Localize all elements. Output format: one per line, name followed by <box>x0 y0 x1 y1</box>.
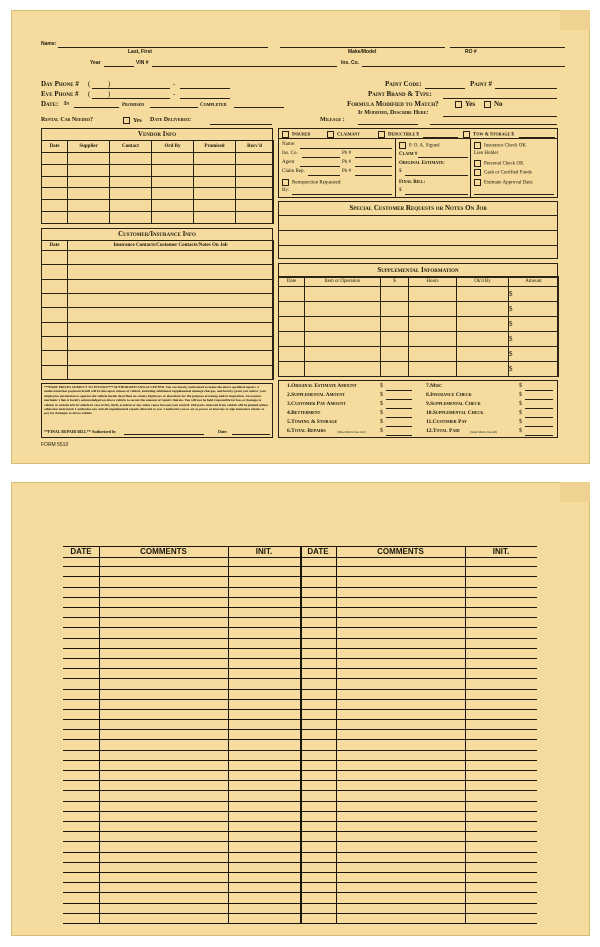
eve-phone-paren: ( ) <box>88 90 111 98</box>
totals-dollar-sign: $ <box>380 392 383 398</box>
date-delivered-label: Date Delivered: <box>150 117 191 123</box>
comments-row[interactable] <box>63 700 537 710</box>
supplemental-row[interactable]: $ <box>279 302 559 317</box>
totals-line-label: 8.Insurance Check <box>426 392 472 398</box>
if-modified-label: If Modified, Describe Here: <box>358 110 429 116</box>
claim-rep-ph-label: Ph # <box>342 169 352 174</box>
supp-col-item: Item or Operation <box>305 277 381 287</box>
totals-line-label: 5.Towing & Storage <box>287 419 338 425</box>
lien-holder-label: Lien Holder <box>474 151 499 156</box>
comments-row[interactable] <box>63 588 537 598</box>
date-delivered-field[interactable] <box>210 124 272 125</box>
comments-row[interactable] <box>63 741 537 751</box>
day-phone-paren: ( ) <box>88 80 111 88</box>
vendor-row[interactable] <box>42 212 274 224</box>
vendor-col-contact: Contact <box>110 141 152 153</box>
make-model-field[interactable] <box>280 47 445 48</box>
paint-code-field[interactable] <box>425 88 465 89</box>
supplemental-table <box>278 276 559 377</box>
paint-no-field[interactable] <box>495 88 557 89</box>
deductible-checkbox[interactable] <box>378 131 385 138</box>
customer-row[interactable] <box>42 336 274 350</box>
claim-agent-label: Agent <box>282 160 295 165</box>
year-label: Year <box>90 60 101 66</box>
folder-tab <box>560 10 590 30</box>
customer-row[interactable] <box>42 265 274 279</box>
comments-row[interactable] <box>63 822 537 832</box>
totals-amount-field[interactable] <box>386 435 412 436</box>
customer-row[interactable] <box>42 251 274 265</box>
comments-column-header: INIT. <box>492 547 510 556</box>
vendor-table <box>41 140 274 224</box>
customer-row[interactable] <box>42 308 274 322</box>
paint-no-label: Paint # <box>470 80 493 88</box>
paint-brand-label: Paint Brand & Type: <box>368 90 432 98</box>
estimate-approval-checkbox[interactable] <box>474 179 481 186</box>
if-modified-field[interactable] <box>443 116 557 117</box>
personal-check-ok-option[interactable]: Personal Check OK <box>474 160 524 167</box>
comments-row[interactable] <box>63 791 537 801</box>
comments-row[interactable] <box>63 608 537 618</box>
authorization-date-label: Date: <box>218 429 228 434</box>
reinspection-checkbox[interactable] <box>282 179 289 186</box>
claim-agent-ph-label: Ph # <box>342 160 352 165</box>
totals-line-note: (Must Match Line #6) <box>470 429 497 434</box>
promised-field[interactable] <box>150 107 198 108</box>
comments-row[interactable] <box>63 883 537 893</box>
claim-ins-co-label: Ins. Co. <box>282 151 298 156</box>
deductible-field[interactable] <box>423 137 458 138</box>
special-requests-box <box>278 201 558 259</box>
mileage-label: Mileage : <box>320 117 345 123</box>
supplemental-row[interactable]: $ <box>279 317 559 332</box>
claim-ins-co-field[interactable] <box>302 157 340 158</box>
totals-amount-field[interactable] <box>525 390 553 391</box>
comments-row[interactable] <box>63 873 537 883</box>
eve-phone-label: Eve Phone # <box>41 90 79 98</box>
comments-row[interactable] <box>63 690 537 700</box>
totals-line-label: 4.Betterment <box>287 410 321 416</box>
date-in-field[interactable] <box>74 107 119 108</box>
totals-dollar-sign: $ <box>380 410 383 416</box>
totals-line-note: (Must Match Line #12) <box>337 429 366 434</box>
comments-row[interactable] <box>63 649 537 659</box>
comments-row[interactable] <box>63 720 537 730</box>
comments-row[interactable] <box>63 730 537 740</box>
year-field[interactable] <box>104 66 134 67</box>
by-field[interactable] <box>292 194 392 195</box>
formula-no-checkbox[interactable] <box>484 101 491 108</box>
comments-row[interactable] <box>63 639 537 649</box>
claim-no-field[interactable] <box>418 157 468 158</box>
comments-row[interactable] <box>63 751 537 761</box>
rental-label: Rental Car Needed? <box>41 117 94 123</box>
comments-row[interactable] <box>63 863 537 873</box>
supplemental-row[interactable]: $ <box>279 362 559 377</box>
claim-name-field[interactable] <box>300 148 392 149</box>
paint-brand-field[interactable] <box>443 98 557 99</box>
paint-code-label: Paint Code: <box>385 80 422 88</box>
completed-label: Completed <box>200 103 227 108</box>
totals-dollar-sign: $ <box>519 419 522 425</box>
claim-rep-field[interactable] <box>308 175 340 176</box>
vendor-col-supplier: Supplier <box>68 141 110 153</box>
totals-amount-field[interactable] <box>525 399 553 400</box>
supplemental-row[interactable]: $ <box>279 347 559 362</box>
day-phone-label: Day Phone # <box>41 80 79 88</box>
vendor-row[interactable] <box>42 200 274 212</box>
claim-rep-ph-field[interactable] <box>355 175 392 176</box>
claimant-option[interactable]: Claimant <box>327 131 360 138</box>
tow-checkbox[interactable] <box>463 131 470 138</box>
reinspection-option[interactable]: Reinspection Requested: <box>282 179 342 186</box>
comments-column-header: INIT. <box>255 547 273 556</box>
eve-phone-dash: - <box>173 90 176 98</box>
totals-dollar-sign: $ <box>519 428 522 434</box>
claim-divider-2 <box>470 139 471 198</box>
ins-co-label: Ins. Co. <box>341 60 360 66</box>
customer-row[interactable] <box>42 365 274 379</box>
comments-row[interactable] <box>63 567 537 577</box>
make-model-label: Make/Model <box>348 49 377 55</box>
cash-certified-checkbox[interactable] <box>474 169 481 176</box>
supp-col-okd-by: Ok'd By <box>457 277 509 287</box>
ro-label: RO # <box>465 49 477 55</box>
date-label: Date: <box>41 100 59 108</box>
promised-label: Promised <box>122 103 145 108</box>
name-label: Name: <box>41 41 57 47</box>
vendor-col-recvd: Recv'd <box>236 141 274 153</box>
deductible-option[interactable]: Deductible $ <box>378 131 419 138</box>
final-bill-dollar: $ <box>399 188 402 193</box>
comments-row[interactable] <box>63 618 537 628</box>
comments-column-header: DATE <box>70 547 92 556</box>
claim-ins-ph-label: Ph # <box>342 151 352 156</box>
formula-yes-checkbox[interactable] <box>455 101 462 108</box>
customer-row[interactable] <box>42 351 274 365</box>
totals-line-label: 11.Customer Pay <box>426 419 467 425</box>
claim-rep-label: Claim Rep. <box>282 169 305 174</box>
special-line[interactable] <box>279 231 557 246</box>
comments-row[interactable] <box>63 659 537 669</box>
totals-line-label: 10.Supplemental Check <box>426 410 484 416</box>
last-first-label: Last, First <box>128 49 152 55</box>
authorization-date-field[interactable] <box>232 434 270 435</box>
totals-dollar-sign: $ <box>380 401 383 407</box>
comments-row[interactable] <box>63 914 537 924</box>
totals-amount-field[interactable] <box>386 390 412 391</box>
vin-label: VIN # <box>136 60 149 66</box>
totals-dollar-sign: $ <box>380 428 383 434</box>
claim-divider-1 <box>395 139 396 198</box>
comments-column-header: DATE <box>307 547 329 556</box>
totals-amount-field[interactable] <box>386 408 412 409</box>
totals-dollar-sign: $ <box>519 383 522 389</box>
formula-yes-option[interactable]: Yes <box>455 100 475 108</box>
customer-info-title: Customer/Insurance Info <box>42 229 272 241</box>
rental-yes-option[interactable]: Yes <box>123 117 142 124</box>
formula-no-option[interactable]: No <box>484 100 503 108</box>
insured-checkbox[interactable] <box>282 131 289 138</box>
day-phone-field[interactable] <box>92 88 170 89</box>
back-folder-tab <box>560 482 590 502</box>
formula-label: Formula Modified to Match? <box>347 100 439 108</box>
form-number: FORM 5510 <box>41 442 69 448</box>
totals-amount-field[interactable] <box>525 417 553 418</box>
date-in-label: In <box>64 101 70 107</box>
comments-row[interactable] <box>63 628 537 638</box>
supp-col-dollar: $ <box>381 277 409 287</box>
totals-line-label: 6.Total Repairs <box>287 428 326 434</box>
totals-amount-field[interactable] <box>525 435 553 436</box>
cash-certified-option[interactable]: Cash or Certified Funds <box>474 169 532 176</box>
totals-dollar-sign: $ <box>519 410 522 416</box>
vendor-col-date: Date <box>42 141 68 153</box>
customer-row[interactable] <box>42 322 274 336</box>
eve-phone-field[interactable] <box>92 98 170 99</box>
supp-col-date: Date <box>279 277 305 287</box>
totals-line-label: 9.Supplemental Check <box>426 401 481 407</box>
totals-dollar-sign: $ <box>380 419 383 425</box>
comments-row[interactable] <box>63 761 537 771</box>
original-estimate-dollar: $ <box>399 169 402 174</box>
vendor-col-ord-by: Ord By <box>152 141 194 153</box>
poa-checkbox[interactable] <box>399 142 406 149</box>
customer-table <box>41 240 274 380</box>
comments-row[interactable] <box>63 812 537 822</box>
insurance-check-ok-checkbox[interactable] <box>474 142 481 149</box>
vendor-row[interactable] <box>42 153 274 165</box>
totals-line-label: 1.Original Estimate Amount <box>287 383 357 389</box>
estimate-approval-option[interactable]: Estimate Approval Date: <box>474 179 533 186</box>
totals-amount-field[interactable] <box>386 426 412 427</box>
by-label: By: <box>282 188 290 193</box>
totals-amount-field[interactable] <box>525 408 553 409</box>
comments-row[interactable] <box>63 904 537 914</box>
supp-col-hours: Hours <box>409 277 457 287</box>
totals-line-label: 7.Misc <box>426 383 442 389</box>
totals-dollar-sign: $ <box>519 401 522 407</box>
supplemental-row[interactable]: $ <box>279 287 559 302</box>
comments-row[interactable] <box>63 577 537 587</box>
eve-phone-field-2[interactable] <box>180 98 230 99</box>
original-estimate-field[interactable] <box>405 175 468 176</box>
final-bill-label: Final Bill: <box>399 180 426 185</box>
day-phone-field-2[interactable] <box>180 88 230 89</box>
insured-option[interactable]: Insured <box>282 131 310 138</box>
comments-frame <box>63 546 537 924</box>
mileage-field-2[interactable] <box>430 124 557 125</box>
comments-row[interactable] <box>63 598 537 608</box>
authorization-text: ***PART PRICES SUBJECT TO INVOICE***AUTHORIZED AND ACCEPTED. You are hereby authorized to make the above specified repairs. I understand that payment in full will be due upon release of vehicle, including additional supplemental damage charges, and hereby grant you and/or your employees permission to operate the vehicle herein described on streets, highways or elsewhere for the purpose of testing and/or inspection. An express mechanic's lien is hereby acknowledged on above vehicle to secure the amount of repairs thereto. You will not be held responsible for loss or damage to vehicle or articles left in vehicle in case of fire, theft, accident or any other cause beyond your control. Old parts removed from vehicle will be junked unless otherwise instructed. I authorize any and all supplemental repairs directed to you. I authorize you to act as power of attorney to sign insurance checks to pay for damages to above vehicle. <box>44 385 269 416</box>
claim-ins-ph-field[interactable] <box>355 157 392 158</box>
personal-check-ok-checkbox[interactable] <box>474 160 481 167</box>
estimate-approval-field[interactable] <box>474 194 554 195</box>
comments-row[interactable] <box>63 557 537 567</box>
comments-row[interactable] <box>63 853 537 863</box>
claimant-checkbox[interactable] <box>327 131 334 138</box>
comments-row[interactable] <box>63 802 537 812</box>
vendor-row[interactable] <box>42 188 274 200</box>
ro-field[interactable] <box>450 47 565 48</box>
comments-row[interactable] <box>63 842 537 852</box>
special-requests-title: Special Customer Requests or Notes On Job <box>279 202 557 216</box>
comments-column-header: COMMENTS <box>377 547 424 556</box>
comments-column-header: COMMENTS <box>140 547 187 556</box>
totals-line-label: 2.Supplemental Amount <box>287 392 345 398</box>
vendor-col-promised: Promised <box>194 141 236 153</box>
final-bill-field[interactable] <box>405 194 468 195</box>
claim-name-label: Name: <box>282 142 296 147</box>
vin-field[interactable] <box>152 66 337 67</box>
comments-row[interactable] <box>63 679 537 689</box>
totals-amount-field[interactable] <box>525 426 553 427</box>
totals-dollar-sign: $ <box>380 383 383 389</box>
comments-row[interactable] <box>63 669 537 679</box>
supplemental-row[interactable]: $ <box>279 332 559 347</box>
insurance-check-ok-option[interactable]: Insurance Check OK <box>474 142 526 149</box>
claim-agent-field[interactable] <box>300 166 340 167</box>
final-repair-bill-label: **FINAL REPAIR BILL** Authorized by <box>44 429 117 434</box>
customer-col-date: Date <box>42 241 68 251</box>
vendor-info-title: Vendor Info <box>42 129 272 141</box>
totals-amount-field[interactable] <box>386 417 412 418</box>
customer-col-contacts: Insurance Contacts/Customer Contacts/Notes On Job <box>68 241 274 251</box>
supplemental-title: Supplemental Information <box>279 264 557 278</box>
supp-col-amount: Amount <box>509 277 559 287</box>
comments-row[interactable] <box>63 781 537 791</box>
mileage-field[interactable] <box>358 124 418 125</box>
comments-row[interactable] <box>63 893 537 903</box>
tow-field[interactable] <box>519 137 555 138</box>
customer-row[interactable] <box>42 279 274 293</box>
final-repair-bill-signature[interactable] <box>124 434 204 435</box>
original-estimate-label: Original Estimate: <box>399 161 445 166</box>
claim-no-label: Claim # <box>399 152 418 157</box>
claim-agent-ph-field[interactable] <box>355 166 392 167</box>
totals-line-label: 3.Customer Pay Amount <box>287 401 346 407</box>
totals-dollar-sign: $ <box>519 392 522 398</box>
ins-co-field[interactable] <box>362 66 565 67</box>
completed-field[interactable] <box>234 107 284 108</box>
vendor-row[interactable] <box>42 164 274 176</box>
name-field[interactable] <box>58 47 268 48</box>
totals-line-label: 12.Total Paid <box>426 428 460 434</box>
tow-option[interactable]: Tow & Storage $ <box>463 131 514 138</box>
day-phone-dash: - <box>173 80 176 88</box>
comments-row[interactable] <box>63 710 537 720</box>
customer-row[interactable] <box>42 293 274 307</box>
comments-row[interactable] <box>63 832 537 842</box>
totals-amount-field[interactable] <box>386 399 412 400</box>
special-line[interactable] <box>279 216 557 231</box>
poa-option[interactable]: P. O. A. Signed <box>399 142 440 149</box>
vendor-row[interactable] <box>42 176 274 188</box>
comments-row[interactable] <box>63 771 537 781</box>
rental-yes-checkbox[interactable] <box>123 117 130 124</box>
